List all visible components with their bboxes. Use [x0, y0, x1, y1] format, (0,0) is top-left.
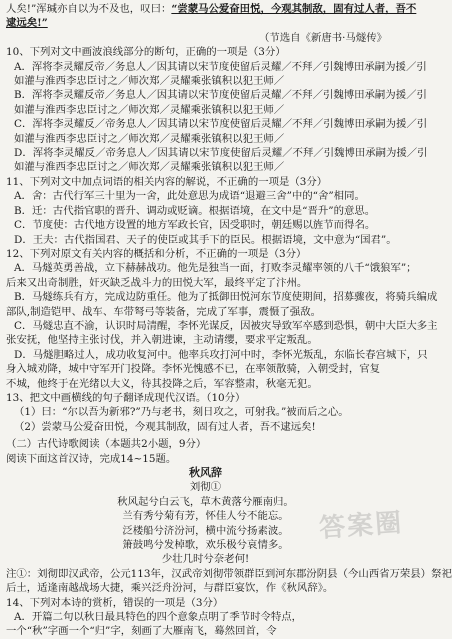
q12-stem: 12、下列对原文有关内容的概括和分析，不正确的一项是（3分）	[6, 247, 307, 260]
intro-line	[6, 2, 417, 16]
poem-line-3: 泛楼船兮济汾河，横中流兮扬素波。	[122, 524, 289, 537]
source-citation: （节选自《新唐书·马燧传》	[259, 31, 387, 44]
q11-option-c: C．节度使：古代地方设置的地方军政长官，因受职时，朝廷赐以旌节而得名。	[14, 219, 376, 232]
q10-option-d-2: 如灌与淮西李忠臣讨之／师次郑／灵耀乘张镇积以犯王师／	[14, 161, 285, 174]
q12-option-a-1: A．马燧英勇善战，立下赫赫战功。他先是独当一面，打败李灵耀率领的八千“饿狼军”；	[14, 262, 417, 275]
q11-stem: 11、下列对文中加点词语的相关内容的解说，不正确的一项是（3分）	[6, 175, 328, 188]
q11-option-a: A．舍：古代行军三十里为一舍，此处意思为成语“退避三舍”中的“舍”相同。	[14, 190, 365, 203]
intro-quote-cont: 逮远矣!”	[6, 17, 48, 30]
section2-instruction: 阅读下面这首汉诗，完成14~15题。	[6, 452, 177, 465]
q13-item-1: （1）曰：“尔以吾为新邪?”乃与老书，刻日攻之，可射我。”被而后之心。	[14, 406, 349, 419]
q10-option-a-1: A．浑将李灵耀反帝／务息人／因其请以宋节度使留后灵耀／不拜／引魏博田承嗣为援／引	[14, 60, 427, 73]
q12-option-d-2: 身入城劝降，城中守军开门投降。李怀光愧感不已，在率领散骑，入朝受封，官复	[6, 363, 381, 376]
q10-option-c-1: C．浑将李灵耀反／帝务息人／因其请以宋节度使留后灵耀／不拜／引魏博田承嗣为援／引	[14, 118, 428, 131]
note-line-1: 注①：刘彻即汉武帝，公元113年，汉武帝刘彻带领群臣到河东郡汾阴县（今山西省万荣县）祭祀	[6, 567, 452, 580]
poem-line-5: 少壮几时兮奈老何!	[161, 553, 250, 566]
q12-option-c-1: C．马燧忠直不渝，认识时局清醒，李怀光谋反，因被灾导致军卒感到恐惧，朝中大臣大多主	[14, 319, 438, 332]
q12-option-b-2: 部队,制造铠甲、战车、车带弩弓等装备，完成了军事，震慑了强敌。	[6, 305, 322, 318]
q12-option-b-1: B．马燧练兵有方，完成边防重任。他为了抵御田悦河东节度使期间，招募骤夜，将骑兵编成	[14, 291, 438, 304]
q11-option-b: B．迁：古代指官职的晋升、调动或贬谪。根据语境，在文中是“晋升”的意思。	[14, 204, 376, 217]
q14-stem: 14、下列对本诗的赏析，错误的一项是（3分）	[6, 596, 224, 609]
q10-option-a-2: 如灌与淮西李忠臣讨之／师次郑／灵耀乘张镇积以犯王师／	[14, 75, 285, 88]
poem-line-1: 秋风起兮白云飞，草木黄落兮雁南归。	[117, 495, 294, 508]
q12-option-d-1: D．马燧胆略过人，成功收复河中。他率兵攻打河中时，李怀光叛乱，东临长春宫城下，只	[14, 348, 428, 361]
q11-option-d: D．王夫：古代指国君、天子的使臣或其手下的臣民。根据语境，文中意为“国君”。	[14, 233, 397, 246]
watermark-logo: 答案圈	[318, 508, 405, 544]
q14-option-a-2a: 一个“秋”字画	[6, 625, 69, 638]
q12-option-c-2: 张安抚，他坚持主张讨伐，并入朝进谏，主动请缨，要求平定叛乱。	[6, 334, 318, 347]
q14-option-a-2b: 一个“归”字，刻画了大雁南飞，蓦然回首，令	[68, 625, 277, 638]
poem-author: 刘彻①	[189, 481, 222, 494]
poem-line-2: 兰有秀兮菊有芳，怀佳人兮不能忘。	[122, 510, 289, 523]
q14-option-a-2	[6, 624, 405, 638]
q10-option-c-2: 如灌与淮西李忠臣讨之／师次郑／灵耀乘张镇积以犯王师／	[14, 132, 285, 145]
intro-quote: “尝蒙马公爱奋田悦，今观其制敌，固有过人者，吾不	[171, 3, 417, 15]
section2-heading: （二）古代诗歌阅读（本题共2小题，9分）	[6, 438, 207, 451]
q10-option-b-2: 如灌与淮西李忠臣讨之／师次郑／灵耀乘张镇积以犯王师／	[14, 103, 285, 116]
q10-option-d-1: D．浑将李灵耀反／帝务息人／因其请以宋节度使留后灵耀／不拜／引魏博田承嗣为援／引	[14, 147, 428, 160]
poem-line-4: 箫鼓鸣兮发棹歌，欢乐极兮哀情多。	[122, 539, 289, 552]
q12-option-a-2: 后来又出奇制胜，奸灭缺乏战斗力的田悦大军，最终平定了汴州。	[6, 276, 308, 289]
poem-title: 秋风辞	[189, 466, 222, 479]
q10-stem: 10、下列对文中画波浪线部分的断句，正确的一项是（3分）	[6, 46, 286, 59]
note-line-2: 后土，适逢南越战场大捷，乘兴泛舟汾河，与群臣宴饮，作《秋风辞》。	[6, 582, 334, 595]
intro-prefix: 人矣!”浑瑊亦自以为不及也，叹曰：	[6, 3, 172, 15]
q10-option-b-1: B．浑将李灵耀反帝／务息人／因其请以宋节度使留后灵耀／不拜／引魏博田承嗣为援／引	[14, 89, 427, 102]
q13-stem: 13、把文中画横线的句子翻译成现代汉语。（10分）	[6, 391, 246, 404]
q12-option-d-3: 不城，他终于在光绪以大义，待其投降之后，军容整肃，秋毫无犯。	[6, 377, 318, 390]
q14-option-a-1: A．开篇二句以秋日最具特色的四个意象点明了季节时令特点，	[14, 611, 303, 624]
q13-item-2: （2）尝蒙马公爱奋田悦，今观其制敌，固有过人者，吾不逮远矣!	[14, 420, 316, 433]
